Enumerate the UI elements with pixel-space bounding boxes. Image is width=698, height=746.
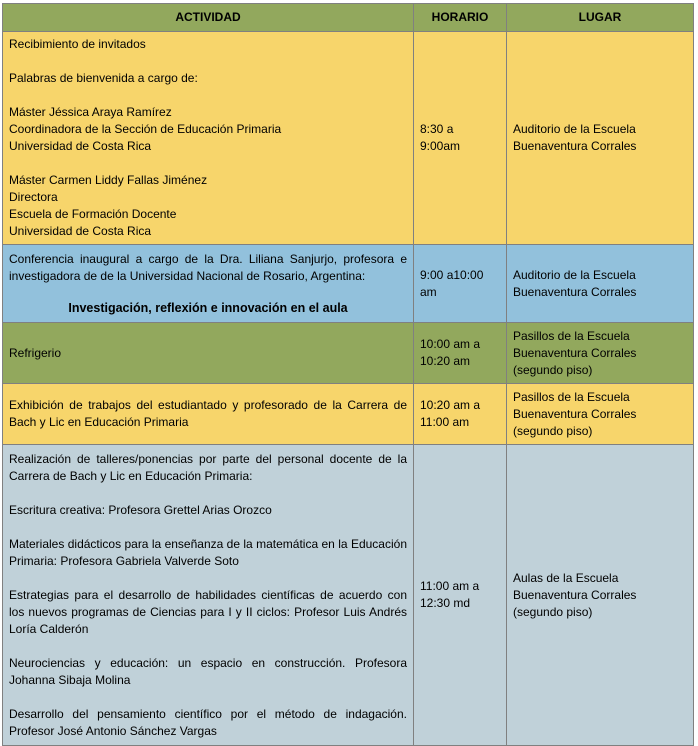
time-cell [414, 245, 507, 323]
time-line: 10:00 am a [420, 337, 481, 351]
table-row-exhibition [3, 384, 694, 445]
schedule-table [2, 3, 694, 746]
activity-line: Máster Jéssica Araya Ramírez [9, 105, 172, 119]
activity-cell [3, 445, 414, 746]
place-cell [507, 323, 694, 384]
place-cell [507, 245, 694, 323]
time-cell [414, 384, 507, 445]
table-row-break [3, 323, 694, 384]
place-line: Pasillos de la Escuela [513, 328, 630, 343]
activity-cell [3, 384, 414, 445]
place-cell [507, 445, 694, 746]
time-line: 10:20 am [420, 354, 471, 368]
place-line: Buenaventura Corrales [513, 139, 637, 153]
place-line: Buenaventura Corrales [513, 587, 637, 602]
activity-line: Universidad de Costa Rica [9, 224, 152, 238]
activity-cell [3, 245, 414, 323]
header-time: HORARIO [414, 4, 507, 32]
table-row-welcome [3, 32, 694, 245]
table-row-workshops [3, 445, 694, 746]
activity-line: Recibimiento de invitados [9, 37, 146, 51]
activity-paragraph: Estrategias para el desarrollo de habilidades científicas de acuerdo con los nuevos programas de Ciencias para I y II ciclos: Profesor Luis Andrés Loría Calderón [9, 587, 407, 636]
table-row-conference [3, 245, 694, 323]
activity-text: Exhibición de trabajos del estudiantado y profesorado de la Carrera de Bach y Lic en Educación Primaria [9, 398, 407, 429]
place-line: Auditorio de la Escuela [513, 122, 636, 136]
time-line: 12:30 md [420, 596, 471, 610]
time-line: 10:20 am a [420, 398, 481, 412]
header-row [3, 4, 694, 32]
time-line: 11:00 am a [420, 579, 480, 593]
activity-paragraph: Desarrollo del pensamiento científico por el método de indagación. Profesor José Antonio Sánchez Vargas [9, 706, 407, 738]
place-cell [507, 32, 694, 245]
time-line: 11:00 am [420, 415, 470, 429]
place-line: Auditorio de la Escuela [513, 267, 636, 282]
place-line: Buenaventura Corrales [513, 406, 637, 421]
time-line: 8:30 a [420, 122, 454, 136]
place-line: (segundo piso) [513, 423, 593, 438]
activity-paragraph: Realización de talleres/ponencias por parte del personal docente de la Carrera de Bach y Lic en Educación Primaria: [9, 451, 407, 483]
place-line: (segundo piso) [513, 362, 593, 377]
activity-paragraph: Neurociencias y educación: un espacio en construcción. Profesora Johanna Sibaja Molina [9, 655, 407, 687]
time-line: am [420, 284, 437, 299]
activity-line: Coordinadora de la Sección de Educación Primaria [9, 122, 282, 136]
header-place: LUGAR [507, 4, 694, 32]
activity-cell [3, 32, 414, 245]
place-line: Buenaventura Corrales [513, 284, 637, 299]
place-line: Aulas de la Escuela [513, 570, 619, 585]
activity-line: Directora [9, 190, 58, 204]
header-activity: ACTIVIDAD [3, 4, 414, 32]
place-line: Buenaventura Corrales [513, 345, 637, 360]
time-line: 9:00am [420, 139, 461, 153]
activity-line: Escuela de Formación Docente [9, 207, 177, 221]
activity-paragraph: Materiales didácticos para la enseñanza de la matemática en la Educación Primaria: Profesora Gabriela Valverde Soto [9, 536, 407, 568]
place-line: (segundo piso) [513, 604, 593, 619]
activity-line: Máster Carmen Liddy Fallas Jiménez [9, 173, 208, 187]
time-cell [414, 445, 507, 746]
activity-line: Universidad de Costa Rica [9, 139, 152, 153]
time-cell [414, 32, 507, 245]
activity-paragraph: Escritura creativa: Profesora Grettel Arias Orozco [9, 502, 272, 517]
conference-title: Investigación, reflexión e innovación en el aula [68, 300, 348, 315]
activity-line: Palabras de bienvenida a cargo de: [9, 71, 198, 85]
place-line: Pasillos de la Escuela [513, 389, 630, 404]
time-cell [414, 323, 507, 384]
activity-text: Conferencia inaugural a cargo de la Dra. Liliana Sanjurjo, profesora e investigadora de de la Universidad Nacional de Rosario, Argentina: [9, 251, 407, 283]
time-line: 9:00 a10:00 [420, 267, 484, 282]
activity-cell [3, 323, 414, 384]
place-cell [507, 384, 694, 445]
activity-text: Refrigerio [9, 345, 62, 360]
